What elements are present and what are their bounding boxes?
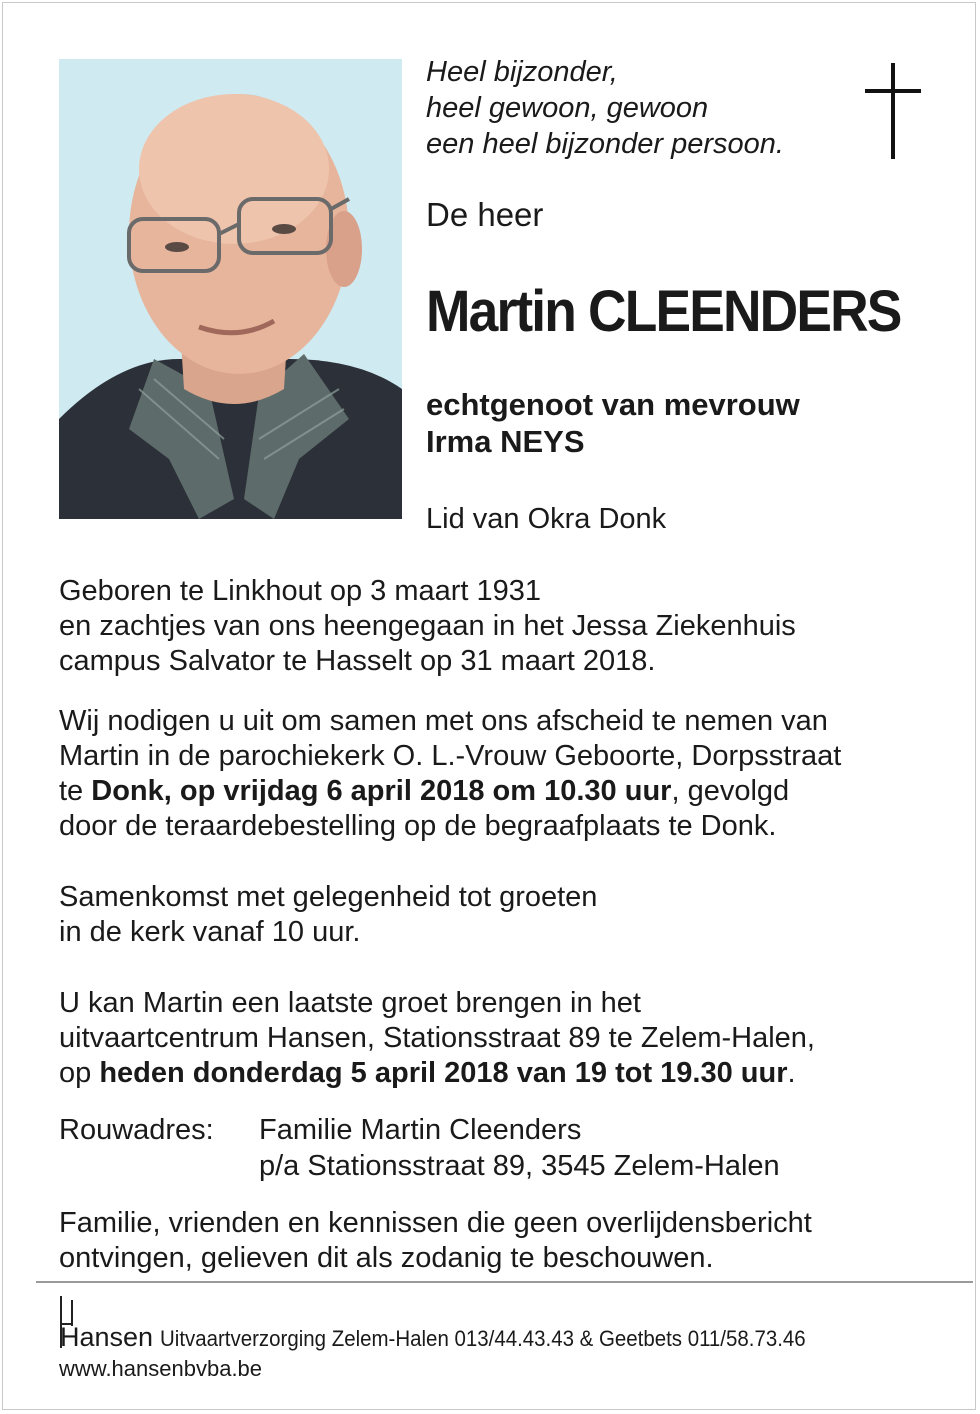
text-segment: . xyxy=(787,1057,796,1089)
text-line: en zachtjes van ons heengegaan in het Jessa Ziekenhuis xyxy=(59,610,796,642)
gathering-paragraph xyxy=(59,880,597,950)
address-line: Familie Martin Cleenders xyxy=(259,1114,582,1146)
text-line: Wij nodigen u uit om samen met ons afscheid te nemen van xyxy=(59,705,828,737)
text-line: ontvingen, gelieven dit als zodanig te beschouwen. xyxy=(59,1242,714,1274)
website-link[interactable]: www.hansenbvba.be xyxy=(59,1356,263,1381)
text-line: Samenkomst met gelegenheid tot groeten xyxy=(59,881,598,913)
portrait-photo xyxy=(59,59,402,519)
viewing-paragraph xyxy=(59,986,815,1091)
poem-line: heel gewoon, gewoon xyxy=(426,92,709,124)
funeral-home-name: Hansen xyxy=(60,1322,154,1352)
funeral-datetime: Donk, op vrijdag 6 april 2018 om 10.30 uur xyxy=(91,775,672,807)
divider xyxy=(36,1281,973,1283)
text-segment: , gevolgd xyxy=(671,775,790,807)
poem-line: Heel bijzonder, xyxy=(426,56,618,88)
viewing-datetime: heden donderdag 5 april 2018 van 19 tot 19.30 uur xyxy=(99,1057,788,1089)
text-line: Familie, vrienden en kennissen die geen overlijdensbericht xyxy=(59,1207,812,1239)
deceased-name: Martin CLEENDERS xyxy=(426,279,901,344)
cross-icon xyxy=(865,63,921,159)
funeral-paragraph xyxy=(59,704,841,844)
text-line: door de teraardebestelling op de begraafplaats te Donk. xyxy=(59,810,777,842)
text-segment: op xyxy=(59,1057,100,1089)
birth-death-paragraph xyxy=(59,574,796,679)
spouse-name: Irma NEYS xyxy=(426,424,585,459)
poem xyxy=(426,54,784,162)
address-label: Rouwadres: xyxy=(59,1114,214,1146)
poem-line: een heel bijzonder persoon. xyxy=(426,128,784,160)
text-line: uitvaartcentrum Hansen, Stationsstraat 89 te Zelem-Halen, xyxy=(59,1022,815,1054)
spouse-info xyxy=(426,386,800,460)
spouse-line: echtgenoot van mevrouw xyxy=(426,387,800,422)
text-line: Geboren te Linkhout op 3 maart 1931 xyxy=(59,575,542,607)
membership: Lid van Okra Donk xyxy=(426,503,667,535)
text-segment: te xyxy=(59,775,92,807)
closing-paragraph xyxy=(59,1206,812,1276)
text-line: Martin in de parochiekerk O. L.-Vrouw Geboorte, Dorpsstraat xyxy=(59,740,842,772)
text-line xyxy=(59,1056,815,1091)
address-value xyxy=(259,1112,780,1184)
address-line: p/a Stationsstraat 89, 3545 Zelem-Halen xyxy=(259,1150,780,1182)
text-line: U kan Martin een laatste groet brengen in het xyxy=(59,987,641,1019)
text-line: campus Salvator te Hasselt op 31 maart 2018. xyxy=(59,645,656,677)
text-line: in de kerk vanaf 10 uur. xyxy=(59,916,361,948)
honorific: De heer xyxy=(426,196,544,233)
funeral-home-contact: Uitvaartverzorging Zelem-Halen 013/44.43.43 & Geetbets 011/58.73.46 xyxy=(160,1326,806,1351)
text-line xyxy=(59,774,841,809)
